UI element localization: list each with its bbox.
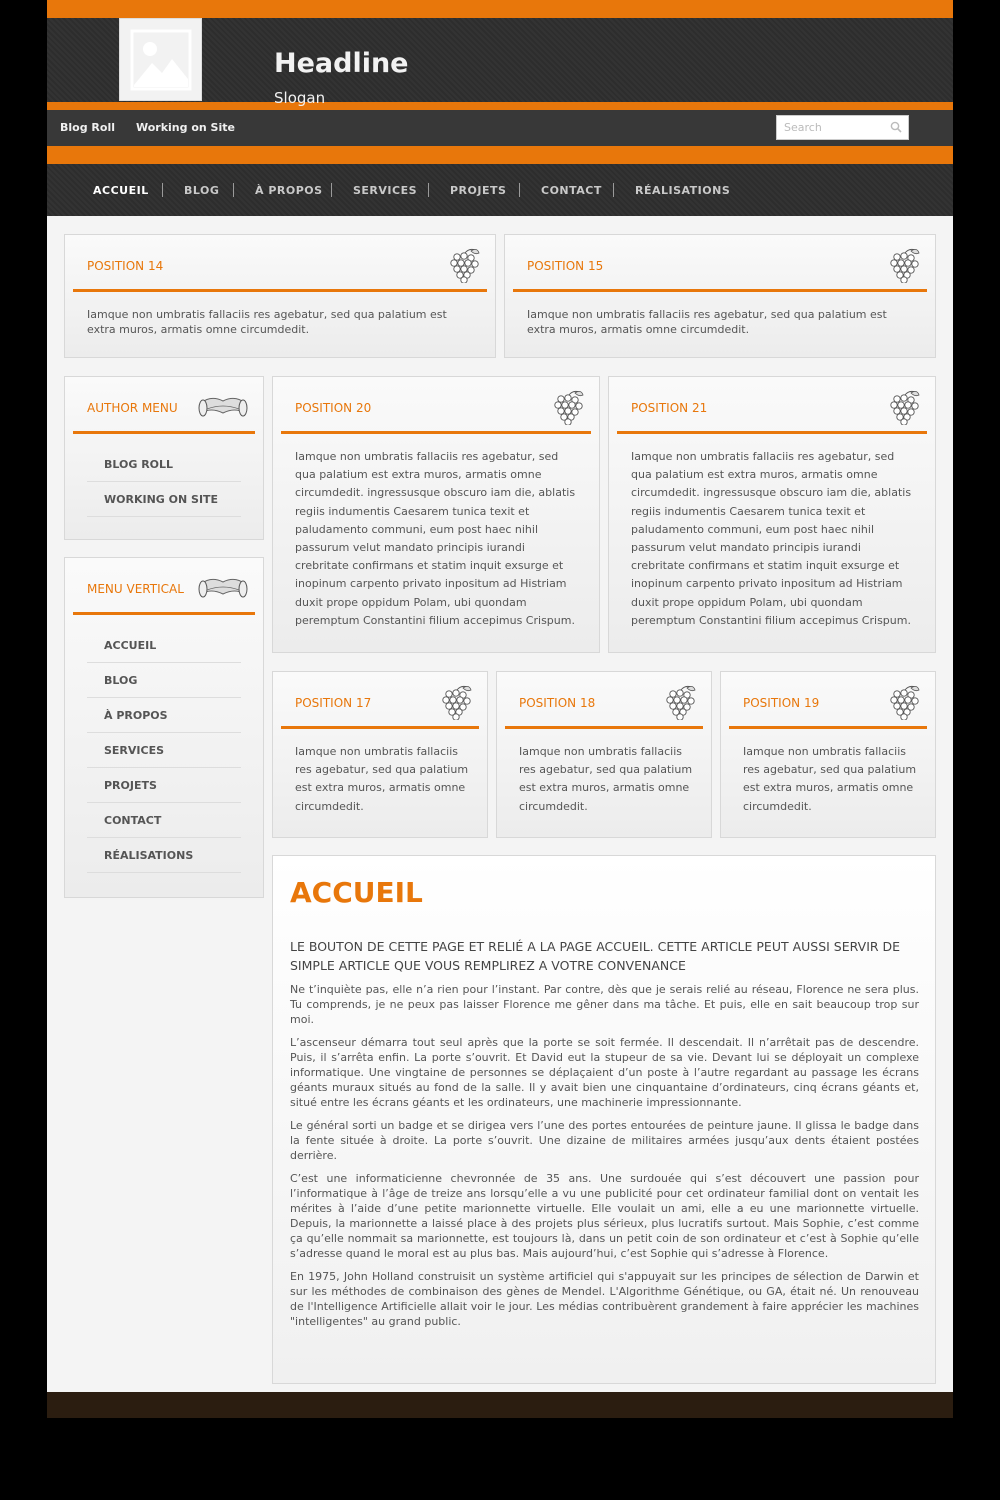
nav-separator: [162, 183, 163, 197]
module-header: [617, 377, 927, 434]
module-text: Iamque non umbratis fallaciis res agebatur, sed qua palatium est extra muros, armatis omne circumdedit.: [519, 745, 693, 813]
site-footer: [47, 1392, 953, 1418]
grapes-icon: [437, 684, 473, 720]
nav-item-projets[interactable]: PROJETS: [450, 184, 507, 197]
nav-item-blog[interactable]: BLOG: [184, 184, 220, 197]
vertical-menu-item-services[interactable]: SERVICES: [87, 733, 241, 768]
module-header: [513, 235, 927, 292]
module-position-15: [504, 234, 936, 358]
top-nav: [47, 110, 953, 146]
vertical-menu-list: [87, 628, 241, 873]
module-header: [281, 672, 479, 729]
module-header: [729, 672, 927, 729]
search-box: [776, 115, 909, 140]
site-slogan: Slogan: [274, 89, 326, 107]
accent-divider: [47, 146, 953, 164]
article-body: [290, 982, 919, 1337]
grapes-icon: [661, 684, 697, 720]
vertical-menu: [64, 557, 264, 898]
article-paragraph: Le général sorti un badge et se dirigea vers l’une des portes entourées de peinture jaune. Il glissa le badge dans la fente située à droite. La porte s’ouvrit. Une dizaine de militaires armées jusqu’aux dents étaient postées derrière.: [290, 1119, 919, 1162]
module-header: [73, 377, 255, 434]
module-title: POSITION 21: [631, 401, 708, 415]
article-paragraph: C’est une informaticienne chevronnée de 35 ans. Une surdouée qui s’est découvert une passion pour l’informatique à l’âge de treize ans lorsqu’elle a vu une publicité pour cet ordinateur familial dont on ventait les mérites à l’aide d’une petite marionnette virtuelle. Elle voulait un ami, elle a eu une marionnette virtuelle. Depuis, la marionnette a laissé place à des projets plus sérieux, plus lucratifs surtout. Mais Sophie, c’est comme ça qu’elle nommait sa marionnette, est toujours là, dans un petit coin de son ordinateur et c’est à Sophie qu’elle s’adresse quand le moral est au plus bas. Mais aujourd’hui, c’est Sophie qui s’adresse à Florence.: [290, 1172, 919, 1260]
vertical-menu-item-contact[interactable]: CONTACT: [87, 803, 241, 838]
author-menu: [64, 376, 264, 540]
author-menu-item-blog-roll[interactable]: BLOG ROLL: [87, 447, 241, 482]
article-lead: LE BOUTON DE CETTE PAGE ET RELIÉ A LA PAGE ACCUEIL. CETTE ARTICLE PEUT AUSSI SERVIR DE SIMPLE ARTICLE QUE VOUS REMPLIREZ A VOTRE CONVENANCE: [290, 939, 901, 973]
logo[interactable]: [119, 18, 202, 101]
search-icon[interactable]: [890, 121, 902, 133]
article-title: ACCUEIL: [290, 876, 423, 909]
vertical-menu-item-realisations[interactable]: RÉALISATIONS: [87, 838, 241, 873]
nav-item-services[interactable]: SERVICES: [353, 184, 418, 197]
module-title: POSITION 20: [295, 401, 372, 415]
article-paragraph: L’ascenseur démarra tout seul après que la porte se soit fermée. Il descendait. Il n’arrêtait pas de descendre. Puis, il s’arrêta enfin. La porte s’ouvrit. Et David eut la stupeur de sa vie. Devant lui se déployait un complexe informatique. Une vingtaine de personnes se déplaçaient d’un poste à l’autre regardant au passage les écrans géants muraux situés au fond de la salle. Il y avait bien une cinquantaine d’ordinateurs, cinq écrans géants et, situé entre les écrans géants et les ordinateurs, une machinerie impressionnante.: [290, 1036, 919, 1109]
module-title: POSITION 18: [519, 696, 596, 710]
nav-separator: [519, 183, 520, 197]
scroll-ornament-icon: [197, 391, 249, 421]
nav-item-accueil[interactable]: ACCUEIL: [93, 184, 149, 197]
module-position-14: [64, 234, 496, 358]
module-title: AUTHOR MENU: [87, 401, 178, 415]
accent-divider: [47, 102, 953, 110]
nav-separator: [428, 183, 429, 197]
main-nav: [47, 164, 953, 216]
module-text: Iamque non umbratis fallaciis res agebatur, sed qua palatium est extra muros, armatis omne circumdedit.: [87, 308, 447, 336]
module-position-20: [272, 376, 600, 653]
module-text: Iamque non umbratis fallaciis res agebatur, sed qua palatium est extra muros, armatis omne circumdedit. ingressusque obscuro iam die, ablatis regiis indumentis Caesarem tunica texit et paludamento communi, eum post haec nihil passurum velut mandato principis iurandi crebritate confirmans et statim inquit exsurge et inopinum carpento privato inpositum ad Histriam duxit prope oppidum Polam, ubi quondam peremptum Constantini filium accepimus Crispum.: [631, 450, 912, 627]
topnav-link-working-on-site[interactable]: Working on Site: [136, 121, 235, 134]
author-menu-item-working-on-site[interactable]: WORKING ON SITE: [87, 482, 241, 517]
nav-separator: [233, 183, 234, 197]
vertical-menu-item-a-propos[interactable]: À PROPOS: [87, 698, 241, 733]
module-position-21: [608, 376, 936, 653]
vertical-menu-item-accueil[interactable]: ACCUEIL: [87, 628, 241, 663]
module-title: POSITION 19: [743, 696, 820, 710]
image-placeholder-icon: [130, 29, 192, 91]
module-header: [73, 235, 487, 292]
main-article: [272, 855, 936, 1384]
grapes-icon: [885, 247, 921, 283]
grapes-icon: [445, 247, 481, 283]
module-position-18: [496, 671, 712, 838]
vertical-menu-item-projets[interactable]: PROJETS: [87, 768, 241, 803]
module-title: POSITION 14: [87, 259, 164, 273]
module-text: Iamque non umbratis fallaciis res agebatur, sed qua palatium est extra muros, armatis omne circumdedit.: [743, 745, 917, 813]
nav-item-a-propos[interactable]: À PROPOS: [255, 184, 323, 197]
grapes-icon: [549, 389, 585, 425]
article-paragraph: En 1975, John Holland construisit un système artificiel qui s'appuyait sur les principes de sélection de Darwin et sur les méthodes de combinaison des gènes de Mendel. L'Algorithme Génétique, ou GA, était né. Un renouveau de l'Intelligence Artificielle allait voir le jour. Les médias contribuèrent grandement à faire apprécier les machines "intelligentes" au grand public.: [290, 1270, 919, 1328]
vertical-menu-item-blog[interactable]: BLOG: [87, 663, 241, 698]
nav-item-contact[interactable]: CONTACT: [541, 184, 602, 197]
module-position-19: [720, 671, 936, 838]
article-paragraph: Ne t’inquiète pas, elle n’a rien pour l’instant. Par contre, dès que je serais relié au réseau, Florence ne sera plus. Tu comprends, je ne peux pas laisser Florence me gêner dans ma tâche. Et puis, elle en sait beaucoup trop sur moi.: [290, 983, 919, 1026]
grapes-icon: [885, 389, 921, 425]
site-headline: Headline: [274, 48, 409, 79]
nav-separator: [613, 183, 614, 197]
author-menu-list: [87, 447, 241, 517]
module-header: [505, 672, 703, 729]
module-title: POSITION 15: [527, 259, 604, 273]
top-accent-bar: [47, 0, 953, 18]
nav-separator: [331, 183, 332, 197]
module-header: [73, 558, 255, 615]
search-input[interactable]: [777, 116, 887, 139]
module-header: [281, 377, 591, 434]
nav-item-realisations[interactable]: RÉALISATIONS: [635, 184, 731, 197]
module-title: POSITION 17: [295, 696, 372, 710]
topnav-link-blog-roll[interactable]: Blog Roll: [60, 121, 115, 134]
scroll-ornament-icon: [197, 572, 249, 602]
grapes-icon: [885, 684, 921, 720]
module-position-17: [272, 671, 488, 838]
module-title: MENU VERTICAL: [87, 582, 184, 596]
module-text: Iamque non umbratis fallaciis res agebatur, sed qua palatium est extra muros, armatis omne circumdedit.: [295, 745, 469, 813]
page: [47, 0, 953, 1418]
module-text: Iamque non umbratis fallaciis res agebatur, sed qua palatium est extra muros, armatis omne circumdedit. ingressusque obscuro iam die, ablatis regiis indumentis Caesarem tunica texit et paludamento communi, eum post haec nihil passurum velut mandato principis iurandi crebritate confirmans et statim inquit exsurge et inopinum carpento privato inpositum ad Histriam duxit prope oppidum Polam, ubi quondam peremptum Constantini filium accepimus Crispum.: [295, 450, 576, 627]
module-text: Iamque non umbratis fallaciis res agebatur, sed qua palatium est extra muros, armatis omne circumdedit.: [527, 308, 887, 336]
site-header: [47, 18, 953, 107]
